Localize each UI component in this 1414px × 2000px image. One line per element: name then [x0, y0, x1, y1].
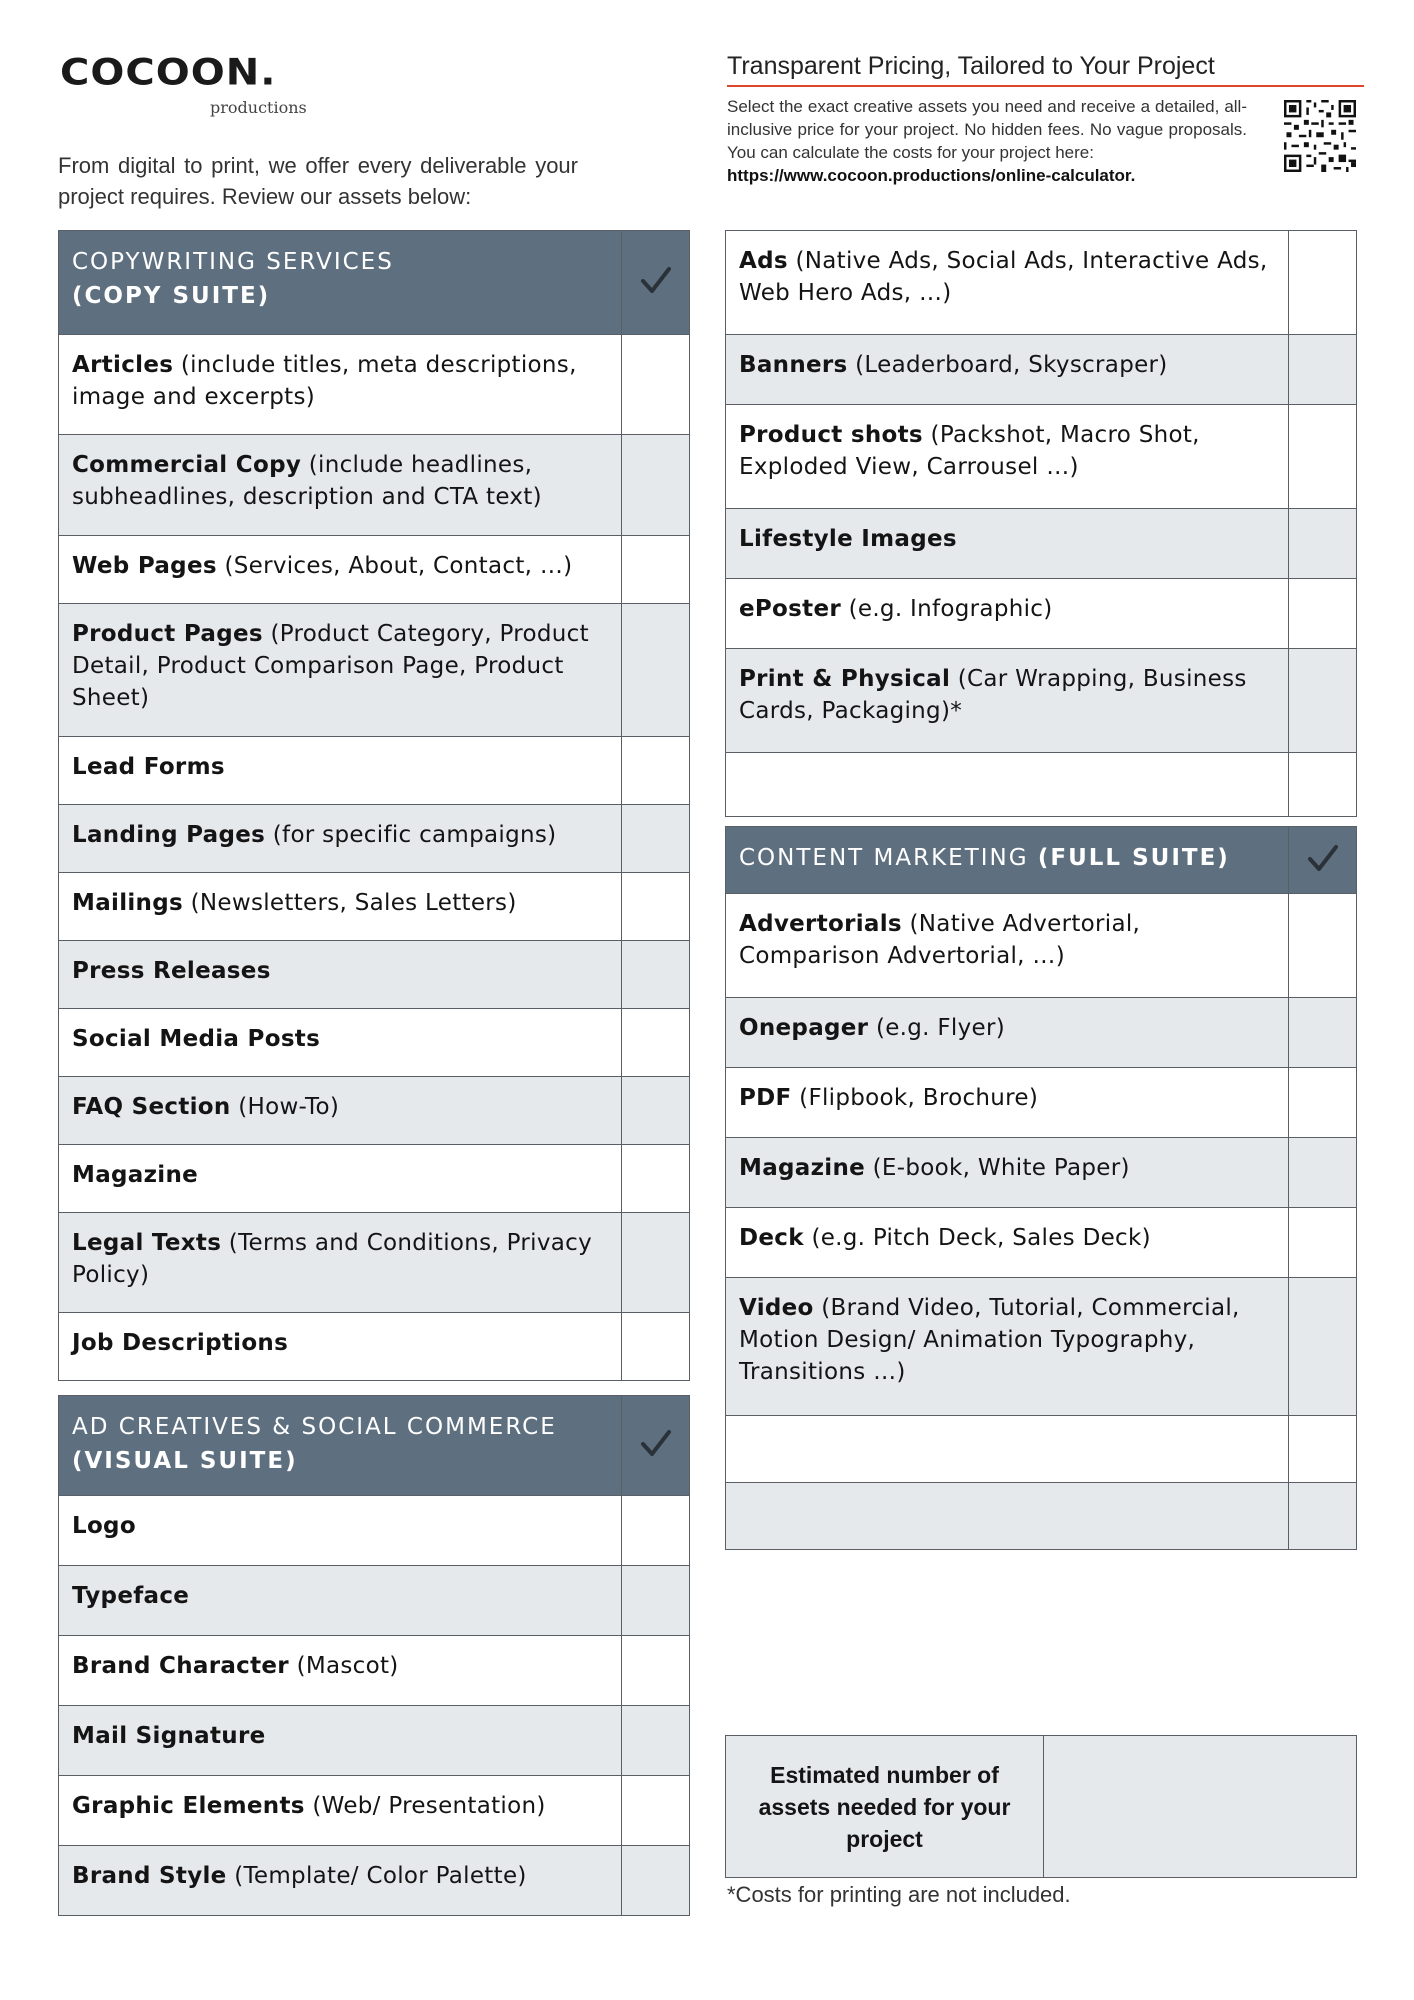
checkmark-icon — [636, 1423, 676, 1463]
table-row — [726, 1138, 1357, 1208]
asset-detail: (Native Ads, Social Ads, Interactive Ads, Web Hero Ads, …) — [739, 248, 1268, 306]
asset-name: Typeface — [72, 1583, 190, 1609]
table-row — [59, 1213, 690, 1313]
asset-checkbox[interactable] — [622, 1776, 690, 1846]
asset-detail: (Mascot) — [288, 1653, 399, 1679]
asset-name: Magazine — [739, 1155, 866, 1181]
table-row — [59, 435, 690, 536]
asset-checkbox[interactable] — [1289, 1278, 1357, 1416]
asset-checkbox[interactable] — [1289, 509, 1357, 579]
asset-name: Magazine — [72, 1162, 199, 1188]
asset-name: Mailings — [72, 890, 183, 916]
asset-checkbox[interactable] — [622, 435, 690, 536]
full-suite-subtitle: (FULL SUITE) — [1037, 845, 1230, 871]
pricing-title: Transparent Pricing, Tailored to Your Project — [727, 52, 1364, 87]
asset-detail: (Web/ Presentation) — [304, 1793, 546, 1819]
asset-checkbox[interactable] — [1289, 335, 1357, 405]
table-row-empty — [726, 1483, 1357, 1550]
table-row — [726, 649, 1357, 753]
asset-checkbox[interactable] — [622, 1077, 690, 1145]
asset-checkbox[interactable] — [1289, 231, 1357, 335]
asset-checkbox[interactable] — [622, 1213, 690, 1313]
asset-name: Advertorials — [739, 911, 902, 937]
table-row — [726, 231, 1357, 335]
full-suite-title: CONTENT MARKETING — [739, 845, 1038, 871]
brand-name: COCOON. — [60, 51, 277, 94]
asset-name: Legal Texts — [72, 1230, 222, 1256]
asset-detail: (Packshot, Macro Shot, Exploded View, Carrousel …) — [739, 422, 1200, 480]
checkmark-icon — [636, 260, 676, 300]
asset-detail: (e.g. Flyer) — [868, 1015, 1006, 1041]
visual-suite-header — [59, 1396, 690, 1496]
asset-detail: (Brand Video, Tutorial, Commercial, Motion Design/ Animation Typography, Transitions …) — [739, 1295, 1240, 1385]
asset-checkbox[interactable] — [622, 335, 690, 435]
asset-name: ePoster — [739, 596, 841, 622]
asset-checkbox[interactable] — [1289, 1068, 1357, 1138]
table-row — [726, 335, 1357, 405]
table-row — [726, 579, 1357, 649]
table-row — [59, 1313, 690, 1381]
visual-suite-subtitle: (VISUAL SUITE) — [72, 1448, 298, 1474]
pricing-block — [727, 52, 1364, 187]
asset-detail: (e.g. Pitch Deck, Sales Deck) — [803, 1225, 1151, 1251]
asset-detail: (Terms and Conditions, Privacy Policy) — [72, 1230, 593, 1288]
estimate-box — [725, 1735, 1357, 1878]
asset-detail: (Leaderboard, Skyscraper) — [847, 352, 1168, 378]
asset-checkbox[interactable] — [622, 1496, 690, 1566]
asset-name: FAQ Section — [72, 1094, 231, 1120]
estimate-label: Estimated number of assets needed for your project — [726, 1736, 1044, 1878]
asset-checkbox[interactable] — [622, 805, 690, 873]
qr-code-icon[interactable] — [1284, 100, 1356, 172]
asset-checkbox[interactable] — [1289, 753, 1357, 817]
asset-name: Lifestyle Images — [739, 526, 957, 552]
estimate-input[interactable] — [1044, 1736, 1357, 1878]
asset-detail: (Services, About, Contact, …) — [216, 553, 573, 579]
visual-suite-table — [58, 1395, 690, 1916]
table-row — [726, 894, 1357, 998]
asset-name: Banners — [739, 352, 848, 378]
full-suite-table — [725, 826, 1357, 1550]
asset-name: Logo — [72, 1513, 136, 1539]
asset-detail: (Native Advertorial, Comparison Advertorial, …) — [739, 911, 1141, 969]
asset-detail: (for specific campaigns) — [265, 822, 557, 848]
table-row-empty — [726, 1416, 1357, 1483]
asset-checkbox[interactable] — [1289, 1208, 1357, 1278]
asset-name: Articles — [72, 352, 174, 378]
copy-suite-subtitle: (COPY SUITE) — [72, 283, 271, 309]
visual-suite-continued-table — [725, 230, 1357, 817]
asset-checkbox[interactable] — [622, 604, 690, 737]
asset-checkbox[interactable] — [1289, 649, 1357, 753]
asset-checkbox[interactable] — [622, 1566, 690, 1636]
asset-detail: (Car Wrapping, Business Cards, Packaging)* — [739, 666, 1247, 724]
brand-logo — [60, 51, 307, 117]
table-row — [59, 1566, 690, 1636]
asset-checkbox[interactable] — [1289, 405, 1357, 509]
asset-detail: (Product Category, Product Detail, Product Comparison Page, Product Sheet) — [72, 621, 589, 711]
asset-name: Brand Character — [72, 1653, 289, 1679]
asset-name: Lead Forms — [72, 754, 225, 780]
copy-suite-title: COPYWRITING SERVICES — [72, 249, 394, 275]
asset-name: Press Releases — [72, 958, 271, 984]
asset-detail: (Template/ Color Palette) — [226, 1863, 527, 1889]
asset-name: Onepager — [739, 1015, 869, 1041]
table-row — [59, 1706, 690, 1776]
table-row — [726, 509, 1357, 579]
table-row — [59, 1496, 690, 1566]
asset-name: Brand Style — [72, 1863, 227, 1889]
asset-checkbox[interactable] — [622, 1636, 690, 1706]
asset-checkbox[interactable] — [1289, 894, 1357, 998]
asset-checkbox[interactable] — [622, 536, 690, 604]
footnote: *Costs for printing are not included. — [727, 1882, 1071, 1907]
asset-name: Graphic Elements — [72, 1793, 305, 1819]
asset-checkbox[interactable] — [1289, 579, 1357, 649]
table-row — [59, 1009, 690, 1077]
asset-name: Deck — [739, 1225, 804, 1251]
asset-name: Video — [739, 1295, 814, 1321]
table-row — [59, 335, 690, 435]
asset-name: Social Media Posts — [72, 1026, 321, 1052]
table-row — [59, 805, 690, 873]
table-row — [59, 941, 690, 1009]
intro-text: From digital to print, we offer every deliverable your project requires. Review our assets below: — [58, 153, 578, 209]
asset-detail: (E-book, White Paper) — [865, 1155, 1130, 1181]
asset-detail: (How-To) — [230, 1094, 340, 1120]
visual-suite-title: AD CREATIVES & SOCIAL COMMERCE — [72, 1414, 557, 1440]
checkmark-icon — [1303, 838, 1343, 878]
asset-name: Ads — [739, 248, 788, 274]
table-row-empty — [726, 753, 1357, 817]
full-suite-header — [726, 827, 1357, 894]
asset-name: Print & Physical — [739, 666, 951, 692]
asset-checkbox[interactable] — [1289, 1138, 1357, 1208]
pricing-description — [727, 95, 1247, 187]
asset-name: Product Pages — [72, 621, 263, 647]
table-row — [726, 1208, 1357, 1278]
asset-name: Web Pages — [72, 553, 217, 579]
table-row — [59, 1636, 690, 1706]
calculator-link[interactable]: https://www.cocoon.productions/online-calculator. — [727, 166, 1136, 185]
table-row — [726, 998, 1357, 1068]
table-row — [59, 737, 690, 805]
asset-detail: (Flipbook, Brochure) — [791, 1085, 1039, 1111]
pricing-body-text: Select the exact creative assets you need and receive a detailed, all-inclusive price for your project. No hidden fees. No vague proposals. You can calculate the costs for your project here: — [727, 97, 1247, 162]
table-row — [59, 1077, 690, 1145]
asset-checkbox[interactable] — [1289, 1416, 1357, 1483]
asset-checkbox[interactable] — [622, 1145, 690, 1213]
asset-checkbox[interactable] — [622, 1313, 690, 1381]
asset-name: Landing Pages — [72, 822, 266, 848]
table-row — [59, 1145, 690, 1213]
asset-name: Product shots — [739, 422, 923, 448]
copy-suite-table — [58, 230, 690, 1381]
asset-detail: (e.g. Infographic) — [840, 596, 1053, 622]
asset-detail: (include headlines, subheadlines, description and CTA text) — [72, 452, 542, 510]
asset-checkbox[interactable] — [622, 1706, 690, 1776]
asset-detail: (Newsletters, Sales Letters) — [183, 890, 517, 916]
asset-checkbox[interactable] — [622, 1009, 690, 1077]
table-row — [726, 405, 1357, 509]
asset-checkbox[interactable] — [622, 1846, 690, 1916]
asset-name: Job Descriptions — [72, 1330, 289, 1356]
table-row — [59, 1776, 690, 1846]
table-row — [59, 536, 690, 604]
table-row — [726, 1278, 1357, 1416]
asset-name: Commercial Copy — [72, 452, 302, 478]
asset-checkbox[interactable] — [1289, 998, 1357, 1068]
table-row — [726, 1068, 1357, 1138]
asset-detail: (include titles, meta descriptions, image and excerpts) — [72, 352, 577, 410]
asset-checkbox[interactable] — [622, 737, 690, 805]
asset-checkbox[interactable] — [622, 873, 690, 941]
asset-checkbox[interactable] — [1289, 1483, 1357, 1550]
asset-name: PDF — [739, 1085, 792, 1111]
copy-suite-header — [59, 231, 690, 335]
table-row — [59, 873, 690, 941]
table-row — [59, 604, 690, 737]
table-row — [59, 1846, 690, 1916]
brand-subtitle: productions — [210, 98, 307, 117]
asset-name: Mail Signature — [72, 1723, 266, 1749]
asset-checkbox[interactable] — [622, 941, 690, 1009]
